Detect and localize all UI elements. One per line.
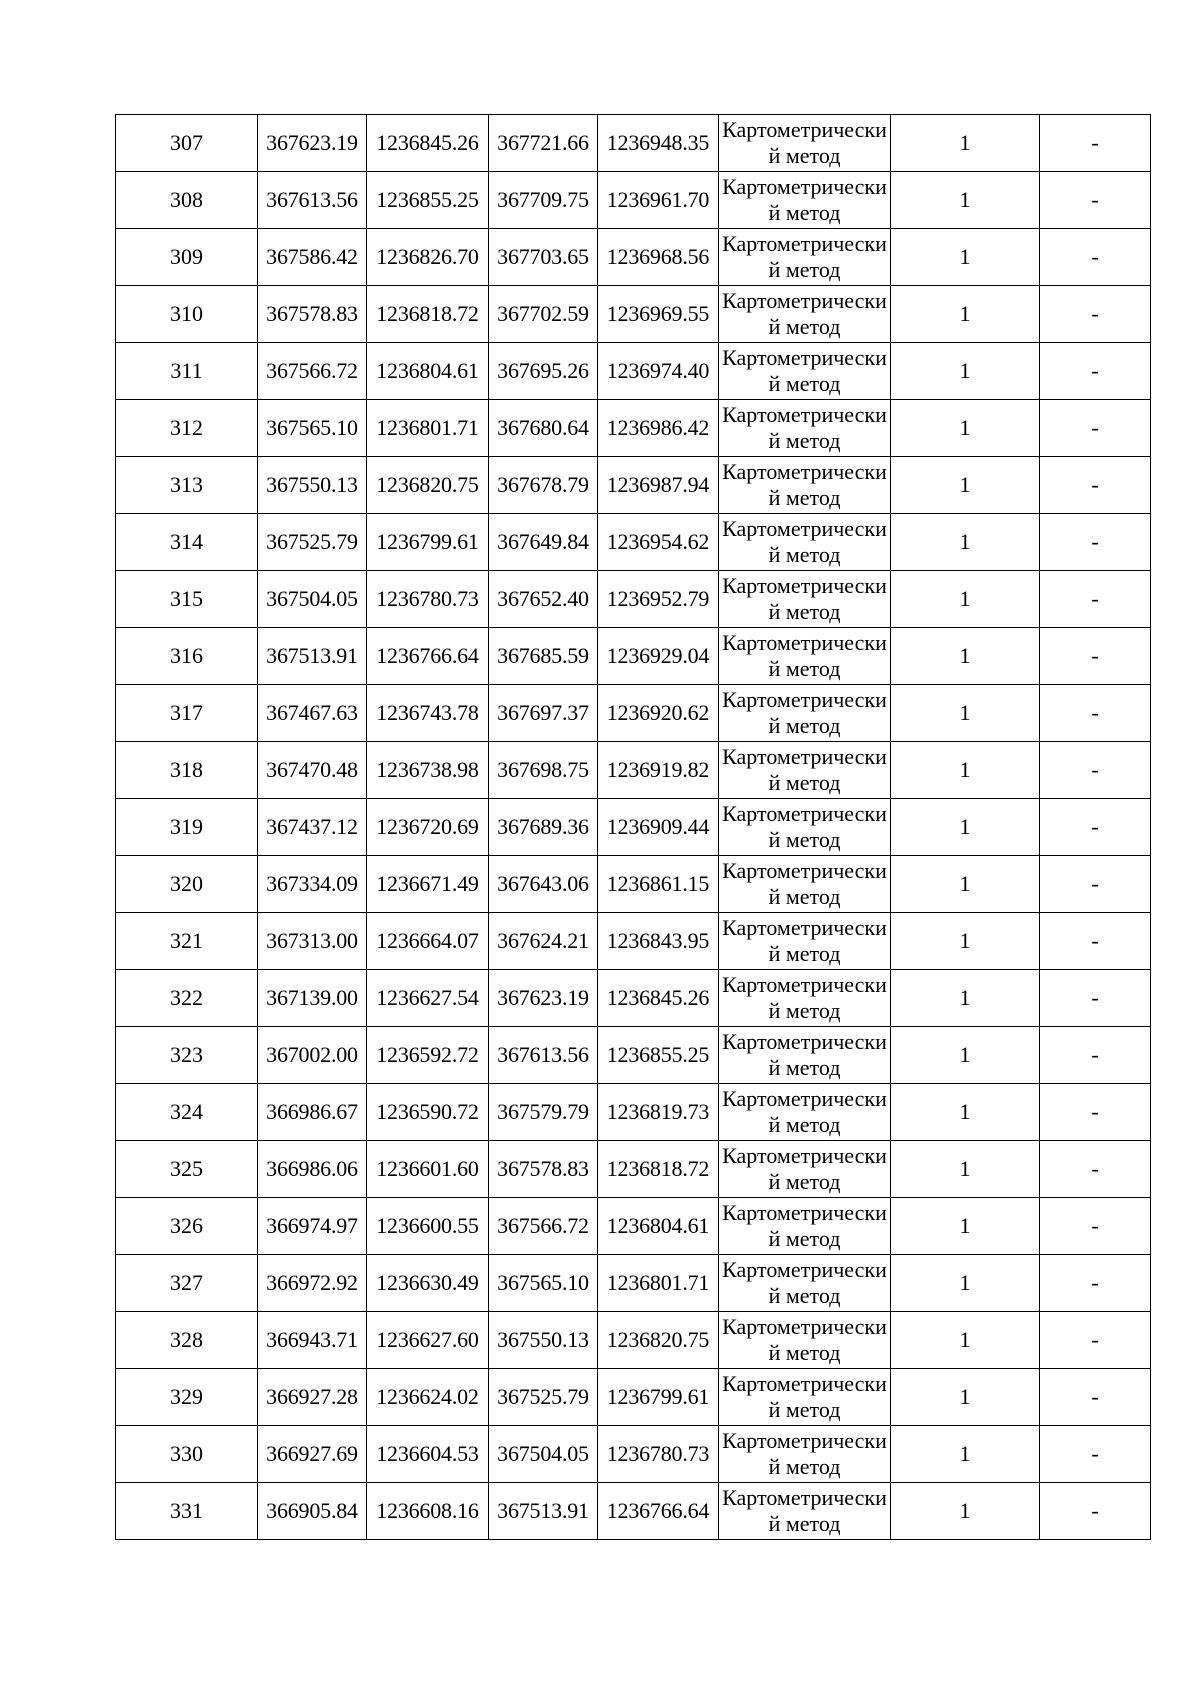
table-row (116, 628, 1151, 685)
table-row (116, 514, 1151, 571)
note-cell: - (1040, 913, 1151, 970)
method-cell: Картометрический метод (719, 1255, 891, 1312)
x-coordinate-cell: 367513.91 (258, 628, 367, 685)
method-cell: Картометрический метод (719, 1027, 891, 1084)
accuracy-cell: 1 (891, 343, 1040, 400)
x-coordinate-2-cell: 367685.59 (489, 628, 598, 685)
table-row (116, 913, 1151, 970)
accuracy-cell: 1 (891, 400, 1040, 457)
point-number-cell: 312 (116, 400, 258, 457)
method-cell: Картометрический метод (719, 628, 891, 685)
point-number-cell: 321 (116, 913, 258, 970)
y-coordinate-cell: 1236720.69 (367, 799, 489, 856)
method-cell: Картометрический метод (719, 1312, 891, 1369)
note-cell: - (1040, 856, 1151, 913)
method-cell: Картометрический метод (719, 685, 891, 742)
y-coordinate-2-cell: 1236952.79 (598, 571, 719, 628)
accuracy-cell: 1 (891, 1255, 1040, 1312)
note-cell: - (1040, 571, 1151, 628)
method-cell: Картометрический метод (719, 1141, 891, 1198)
x-coordinate-cell: 367565.10 (258, 400, 367, 457)
accuracy-cell: 1 (891, 1141, 1040, 1198)
accuracy-cell: 1 (891, 1483, 1040, 1540)
y-coordinate-cell: 1236855.25 (367, 172, 489, 229)
point-number-cell: 329 (116, 1369, 258, 1426)
x-coordinate-2-cell: 367643.06 (489, 856, 598, 913)
accuracy-cell: 1 (891, 628, 1040, 685)
x-coordinate-cell: 366974.97 (258, 1198, 367, 1255)
point-number-cell: 322 (116, 970, 258, 1027)
table-row (116, 799, 1151, 856)
coordinates-table (115, 114, 1151, 1540)
x-coordinate-cell: 367139.00 (258, 970, 367, 1027)
accuracy-cell: 1 (891, 1198, 1040, 1255)
accuracy-cell: 1 (891, 286, 1040, 343)
accuracy-cell: 1 (891, 229, 1040, 286)
x-coordinate-2-cell: 367550.13 (489, 1312, 598, 1369)
x-coordinate-2-cell: 367697.37 (489, 685, 598, 742)
note-cell: - (1040, 1027, 1151, 1084)
y-coordinate-cell: 1236592.72 (367, 1027, 489, 1084)
x-coordinate-2-cell: 367695.26 (489, 343, 598, 400)
point-number-cell: 314 (116, 514, 258, 571)
y-coordinate-cell: 1236801.71 (367, 400, 489, 457)
y-coordinate-cell: 1236608.16 (367, 1483, 489, 1540)
table-row (116, 1027, 1151, 1084)
x-coordinate-cell: 367623.19 (258, 115, 367, 172)
accuracy-cell: 1 (891, 571, 1040, 628)
method-cell: Картометрический метод (719, 1369, 891, 1426)
note-cell: - (1040, 1483, 1151, 1540)
x-coordinate-cell: 367578.83 (258, 286, 367, 343)
y-coordinate-cell: 1236780.73 (367, 571, 489, 628)
y-coordinate-2-cell: 1236818.72 (598, 1141, 719, 1198)
point-number-cell: 318 (116, 742, 258, 799)
x-coordinate-cell: 367437.12 (258, 799, 367, 856)
accuracy-cell: 1 (891, 1312, 1040, 1369)
y-coordinate-2-cell: 1236801.71 (598, 1255, 719, 1312)
point-number-cell: 327 (116, 1255, 258, 1312)
note-cell: - (1040, 115, 1151, 172)
table-row (116, 571, 1151, 628)
method-cell: Картометрический метод (719, 571, 891, 628)
table-row (116, 742, 1151, 799)
accuracy-cell: 1 (891, 115, 1040, 172)
y-coordinate-cell: 1236630.49 (367, 1255, 489, 1312)
accuracy-cell: 1 (891, 799, 1040, 856)
table-row (116, 343, 1151, 400)
x-coordinate-2-cell: 367678.79 (489, 457, 598, 514)
x-coordinate-cell: 367334.09 (258, 856, 367, 913)
y-coordinate-cell: 1236738.98 (367, 742, 489, 799)
accuracy-cell: 1 (891, 970, 1040, 1027)
x-coordinate-2-cell: 367566.72 (489, 1198, 598, 1255)
table-row (116, 856, 1151, 913)
method-cell: Картометрический метод (719, 913, 891, 970)
method-cell: Картометрический метод (719, 970, 891, 1027)
point-number-cell: 324 (116, 1084, 258, 1141)
method-cell: Картометрический метод (719, 1426, 891, 1483)
x-coordinate-2-cell: 367624.21 (489, 913, 598, 970)
note-cell: - (1040, 970, 1151, 1027)
x-coordinate-cell: 367470.48 (258, 742, 367, 799)
point-number-cell: 313 (116, 457, 258, 514)
accuracy-cell: 1 (891, 457, 1040, 514)
y-coordinate-cell: 1236766.64 (367, 628, 489, 685)
point-number-cell: 325 (116, 1141, 258, 1198)
table-body (116, 115, 1151, 1540)
x-coordinate-2-cell: 367613.56 (489, 1027, 598, 1084)
y-coordinate-2-cell: 1236804.61 (598, 1198, 719, 1255)
x-coordinate-cell: 366905.84 (258, 1483, 367, 1540)
x-coordinate-cell: 366986.67 (258, 1084, 367, 1141)
y-coordinate-2-cell: 1236974.40 (598, 343, 719, 400)
accuracy-cell: 1 (891, 514, 1040, 571)
accuracy-cell: 1 (891, 742, 1040, 799)
y-coordinate-2-cell: 1236954.62 (598, 514, 719, 571)
y-coordinate-2-cell: 1236843.95 (598, 913, 719, 970)
x-coordinate-2-cell: 367680.64 (489, 400, 598, 457)
x-coordinate-2-cell: 367689.36 (489, 799, 598, 856)
y-coordinate-cell: 1236600.55 (367, 1198, 489, 1255)
y-coordinate-2-cell: 1236766.64 (598, 1483, 719, 1540)
point-number-cell: 326 (116, 1198, 258, 1255)
y-coordinate-cell: 1236804.61 (367, 343, 489, 400)
point-number-cell: 316 (116, 628, 258, 685)
note-cell: - (1040, 1141, 1151, 1198)
x-coordinate-2-cell: 367649.84 (489, 514, 598, 571)
note-cell: - (1040, 1426, 1151, 1483)
point-number-cell: 311 (116, 343, 258, 400)
y-coordinate-2-cell: 1236819.73 (598, 1084, 719, 1141)
y-coordinate-2-cell: 1236987.94 (598, 457, 719, 514)
point-number-cell: 331 (116, 1483, 258, 1540)
x-coordinate-2-cell: 367709.75 (489, 172, 598, 229)
method-cell: Картометрический метод (719, 400, 891, 457)
note-cell: - (1040, 172, 1151, 229)
x-coordinate-2-cell: 367623.19 (489, 970, 598, 1027)
point-number-cell: 328 (116, 1312, 258, 1369)
note-cell: - (1040, 1369, 1151, 1426)
table-row (116, 229, 1151, 286)
table-row (116, 1084, 1151, 1141)
x-coordinate-2-cell: 367504.05 (489, 1426, 598, 1483)
note-cell: - (1040, 1084, 1151, 1141)
table-row (116, 1426, 1151, 1483)
x-coordinate-cell: 367525.79 (258, 514, 367, 571)
y-coordinate-cell: 1236601.60 (367, 1141, 489, 1198)
table-row (116, 685, 1151, 742)
table-row (116, 286, 1151, 343)
method-cell: Картометрический метод (719, 457, 891, 514)
note-cell: - (1040, 457, 1151, 514)
x-coordinate-cell: 366943.71 (258, 1312, 367, 1369)
point-number-cell: 319 (116, 799, 258, 856)
accuracy-cell: 1 (891, 913, 1040, 970)
table-row (116, 115, 1151, 172)
x-coordinate-cell: 367504.05 (258, 571, 367, 628)
table-row (116, 1255, 1151, 1312)
table-row (116, 1369, 1151, 1426)
y-coordinate-cell: 1236664.07 (367, 913, 489, 970)
y-coordinate-cell: 1236671.49 (367, 856, 489, 913)
point-number-cell: 307 (116, 115, 258, 172)
method-cell: Картометрический метод (719, 1198, 891, 1255)
x-coordinate-2-cell: 367698.75 (489, 742, 598, 799)
y-coordinate-cell: 1236604.53 (367, 1426, 489, 1483)
point-number-cell: 310 (116, 286, 258, 343)
method-cell: Картометрический метод (719, 115, 891, 172)
x-coordinate-cell: 366927.28 (258, 1369, 367, 1426)
note-cell: - (1040, 286, 1151, 343)
y-coordinate-2-cell: 1236920.62 (598, 685, 719, 742)
x-coordinate-cell: 367613.56 (258, 172, 367, 229)
x-coordinate-cell: 367586.42 (258, 229, 367, 286)
y-coordinate-cell: 1236799.61 (367, 514, 489, 571)
point-number-cell: 308 (116, 172, 258, 229)
accuracy-cell: 1 (891, 685, 1040, 742)
x-coordinate-cell: 367313.00 (258, 913, 367, 970)
y-coordinate-cell: 1236743.78 (367, 685, 489, 742)
table-row (116, 970, 1151, 1027)
y-coordinate-cell: 1236818.72 (367, 286, 489, 343)
table-row (116, 172, 1151, 229)
accuracy-cell: 1 (891, 1426, 1040, 1483)
method-cell: Картометрический метод (719, 856, 891, 913)
y-coordinate-cell: 1236624.02 (367, 1369, 489, 1426)
note-cell: - (1040, 628, 1151, 685)
point-number-cell: 320 (116, 856, 258, 913)
method-cell: Картометрический метод (719, 229, 891, 286)
note-cell: - (1040, 1198, 1151, 1255)
y-coordinate-2-cell: 1236909.44 (598, 799, 719, 856)
table-row (116, 1141, 1151, 1198)
point-number-cell: 330 (116, 1426, 258, 1483)
point-number-cell: 309 (116, 229, 258, 286)
table-row (116, 1483, 1151, 1540)
x-coordinate-2-cell: 367702.59 (489, 286, 598, 343)
table-row (116, 1198, 1151, 1255)
method-cell: Картометрический метод (719, 343, 891, 400)
method-cell: Картометрический метод (719, 172, 891, 229)
note-cell: - (1040, 685, 1151, 742)
accuracy-cell: 1 (891, 1027, 1040, 1084)
accuracy-cell: 1 (891, 1369, 1040, 1426)
method-cell: Картометрический метод (719, 1084, 891, 1141)
accuracy-cell: 1 (891, 1084, 1040, 1141)
x-coordinate-2-cell: 367721.66 (489, 115, 598, 172)
x-coordinate-cell: 366986.06 (258, 1141, 367, 1198)
x-coordinate-2-cell: 367703.65 (489, 229, 598, 286)
table-row (116, 457, 1151, 514)
method-cell: Картометрический метод (719, 286, 891, 343)
y-coordinate-cell: 1236627.60 (367, 1312, 489, 1369)
method-cell: Картометрический метод (719, 742, 891, 799)
y-coordinate-2-cell: 1236929.04 (598, 628, 719, 685)
x-coordinate-cell: 367002.00 (258, 1027, 367, 1084)
note-cell: - (1040, 229, 1151, 286)
point-number-cell: 323 (116, 1027, 258, 1084)
method-cell: Картометрический метод (719, 514, 891, 571)
note-cell: - (1040, 1312, 1151, 1369)
accuracy-cell: 1 (891, 856, 1040, 913)
x-coordinate-cell: 367566.72 (258, 343, 367, 400)
y-coordinate-2-cell: 1236820.75 (598, 1312, 719, 1369)
note-cell: - (1040, 1255, 1151, 1312)
y-coordinate-2-cell: 1236969.55 (598, 286, 719, 343)
point-number-cell: 315 (116, 571, 258, 628)
method-cell: Картометрический метод (719, 799, 891, 856)
note-cell: - (1040, 742, 1151, 799)
y-coordinate-2-cell: 1236799.61 (598, 1369, 719, 1426)
y-coordinate-2-cell: 1236861.15 (598, 856, 719, 913)
y-coordinate-cell: 1236826.70 (367, 229, 489, 286)
x-coordinate-cell: 366927.69 (258, 1426, 367, 1483)
note-cell: - (1040, 799, 1151, 856)
y-coordinate-cell: 1236845.26 (367, 115, 489, 172)
x-coordinate-cell: 367550.13 (258, 457, 367, 514)
y-coordinate-2-cell: 1236919.82 (598, 742, 719, 799)
y-coordinate-2-cell: 1236948.35 (598, 115, 719, 172)
y-coordinate-cell: 1236820.75 (367, 457, 489, 514)
x-coordinate-cell: 366972.92 (258, 1255, 367, 1312)
y-coordinate-2-cell: 1236961.70 (598, 172, 719, 229)
point-number-cell: 317 (116, 685, 258, 742)
table-row (116, 400, 1151, 457)
note-cell: - (1040, 343, 1151, 400)
y-coordinate-2-cell: 1236780.73 (598, 1426, 719, 1483)
y-coordinate-cell: 1236627.54 (367, 970, 489, 1027)
x-coordinate-2-cell: 367525.79 (489, 1369, 598, 1426)
note-cell: - (1040, 400, 1151, 457)
accuracy-cell: 1 (891, 172, 1040, 229)
y-coordinate-2-cell: 1236855.25 (598, 1027, 719, 1084)
y-coordinate-2-cell: 1236986.42 (598, 400, 719, 457)
method-cell: Картометрический метод (719, 1483, 891, 1540)
x-coordinate-2-cell: 367513.91 (489, 1483, 598, 1540)
x-coordinate-cell: 367467.63 (258, 685, 367, 742)
x-coordinate-2-cell: 367565.10 (489, 1255, 598, 1312)
x-coordinate-2-cell: 367579.79 (489, 1084, 598, 1141)
note-cell: - (1040, 514, 1151, 571)
x-coordinate-2-cell: 367652.40 (489, 571, 598, 628)
y-coordinate-2-cell: 1236968.56 (598, 229, 719, 286)
y-coordinate-cell: 1236590.72 (367, 1084, 489, 1141)
x-coordinate-2-cell: 367578.83 (489, 1141, 598, 1198)
table-row (116, 1312, 1151, 1369)
y-coordinate-2-cell: 1236845.26 (598, 970, 719, 1027)
